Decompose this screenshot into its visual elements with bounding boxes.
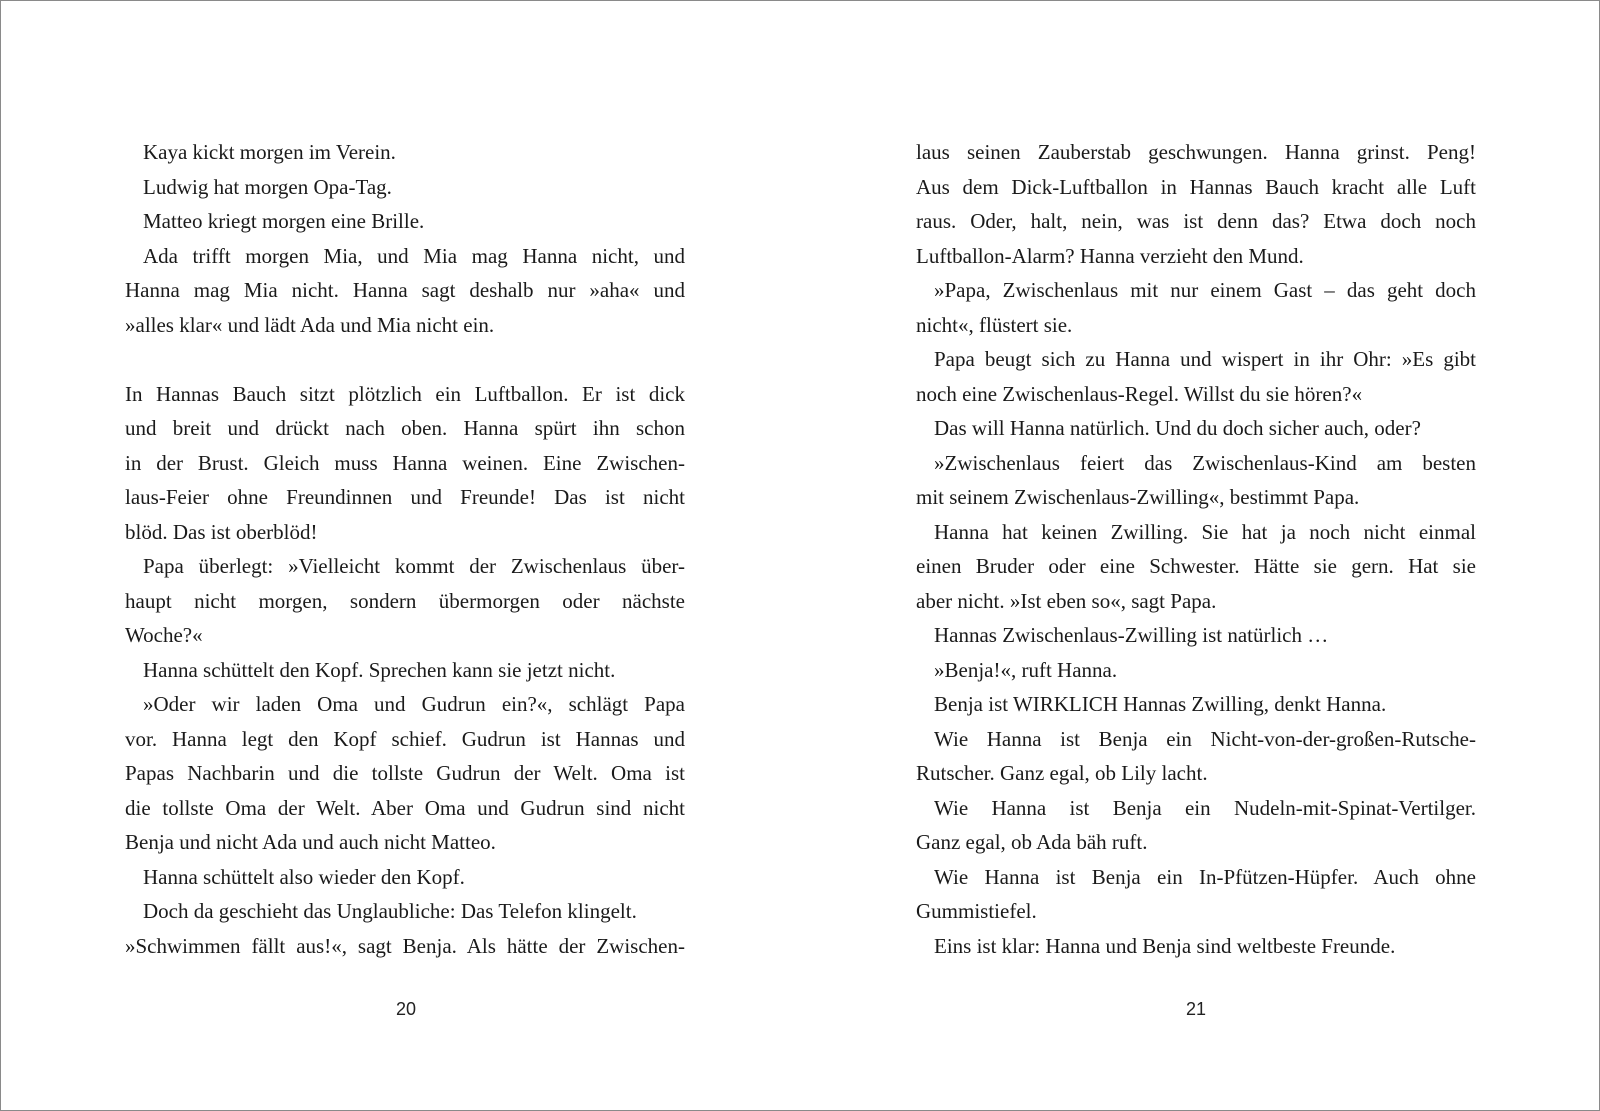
- text-line: laus seinen Zauberstab geschwungen. Hanna grinst. Peng!: [916, 140, 1476, 164]
- text-line: »Zwischenlaus feiert das Zwischenlaus-Kind am besten: [934, 450, 1476, 475]
- text-line: vor. Hanna legt den Kopf schief. Gudrun ist Hannas und: [125, 726, 685, 751]
- text-line: haupt nicht morgen, sondern übermorgen oder nächste: [125, 588, 685, 613]
- text-line: Ada trifft morgen Mia, und Mia mag Hanna nicht, und: [143, 243, 685, 268]
- text-line: Papa überlegt: »Vielleicht kommt der Zwischenlaus über-: [143, 554, 685, 578]
- text-line: aber nicht. »Ist eben so«, sagt Papa.: [916, 588, 1217, 613]
- text-line: Hannas Zwischenlaus-Zwilling ist natürlich …: [934, 623, 1329, 647]
- text-line: »alles klar« und lädt Ada und Mia nicht ein.: [125, 312, 495, 337]
- page-number-left: 20: [395, 999, 417, 1019]
- text-line: Benja ist WIRKLICH Hannas Zwilling, denkt Hanna.: [934, 692, 1387, 716]
- text-line: Hanna schüttelt den Kopf. Sprechen kann sie jetzt nicht.: [143, 657, 616, 682]
- text-line: blöd. Das ist oberblöd!: [125, 519, 318, 544]
- text-line: nicht«, flüstert sie.: [916, 312, 1073, 337]
- text-line: die tollste Oma der Welt. Aber Oma und Gudrun sind nicht: [125, 795, 685, 820]
- text-line: Aus dem Dick-Luftballon in Hannas Bauch kracht alle Luft: [916, 174, 1476, 199]
- text-line: Gummistiefel.: [916, 899, 1037, 923]
- text-line: »Schwimmen fällt aus!«, sagt Benja. Als hätte der Zwischen-: [125, 933, 685, 958]
- text-line: Wie Hanna ist Benja ein Nicht-von-der-großen-Rutsche-: [934, 726, 1476, 751]
- text-line: Ganz egal, ob Ada bäh ruft.: [916, 830, 1148, 854]
- text-line: Eins ist klar: Hanna und Benja sind weltbeste Freunde.: [934, 933, 1396, 958]
- text-line: »Benja!«, ruft Hanna.: [934, 657, 1118, 682]
- text-line: In Hannas Bauch sitzt plötzlich ein Luftballon. Er ist dick: [125, 381, 685, 406]
- text-line: Hanna schüttelt also wieder den Kopf.: [143, 864, 465, 889]
- text-line: laus-Feier ohne Freundinnen und Freunde! Das ist nicht: [125, 485, 685, 509]
- text-line: raus. Oder, halt, nein, was ist denn das? Etwa doch noch: [916, 209, 1476, 233]
- text-line: Woche?«: [125, 623, 203, 647]
- text-line: Luftballon-Alarm? Hanna verzieht den Mund.: [916, 243, 1304, 268]
- text-line: »Papa, Zwischenlaus mit nur einem Gast – das geht doch: [934, 278, 1476, 302]
- text-line: Matteo kriegt morgen eine Brille.: [143, 209, 425, 233]
- text-line: in der Brust. Gleich muss Hanna weinen. Eine Zwischen-: [125, 450, 685, 475]
- text-line: Das will Hanna natürlich. Und du doch sicher auch, oder?: [934, 416, 1421, 440]
- text-line: mit seinem Zwischenlaus-Zwilling«, bestimmt Papa.: [916, 485, 1360, 509]
- text-line: einen Bruder oder eine Schwester. Hätte sie gern. Hat sie: [916, 554, 1476, 578]
- left-page-text: [125, 135, 685, 963]
- text-line: Benja und nicht Ada und auch nicht Matteo.: [125, 830, 496, 854]
- text-line: und breit und drückt nach oben. Hanna spürt ihn schon: [125, 416, 685, 440]
- text-line: Papas Nachbarin und die tollste Gudrun der Welt. Oma ist: [125, 761, 685, 785]
- text-line: noch eine Zwischenlaus-Regel. Willst du sie hören?«: [916, 381, 1363, 406]
- text-line: Rutscher. Ganz egal, ob Lily lacht.: [916, 761, 1208, 785]
- paragraph-spacer: [125, 342, 685, 377]
- text-line: Kaya kickt morgen im Verein.: [143, 140, 396, 164]
- text-line: Papa beugt sich zu Hanna und wispert in ihr Ohr: »Es gibt: [934, 347, 1476, 371]
- page-number-right: 21: [1185, 999, 1207, 1019]
- text-line: Hanna mag Mia nicht. Hanna sagt deshalb nur »aha« und: [125, 278, 685, 302]
- text-line: Hanna hat keinen Zwilling. Sie hat ja noch nicht einmal: [934, 519, 1476, 544]
- right-page-text: [916, 135, 1476, 963]
- text-line: Doch da geschieht das Unglaubliche: Das Telefon klingelt.: [143, 899, 637, 923]
- text-line: Wie Hanna ist Benja ein In-Pfützen-Hüpfer. Auch ohne: [934, 864, 1476, 889]
- text-line: »Oder wir laden Oma und Gudrun ein?«, schlägt Papa: [143, 692, 685, 716]
- text-line: Ludwig hat morgen Opa-Tag.: [143, 174, 392, 199]
- text-line: Wie Hanna ist Benja ein Nudeln-mit-Spinat-Vertilger.: [934, 795, 1476, 820]
